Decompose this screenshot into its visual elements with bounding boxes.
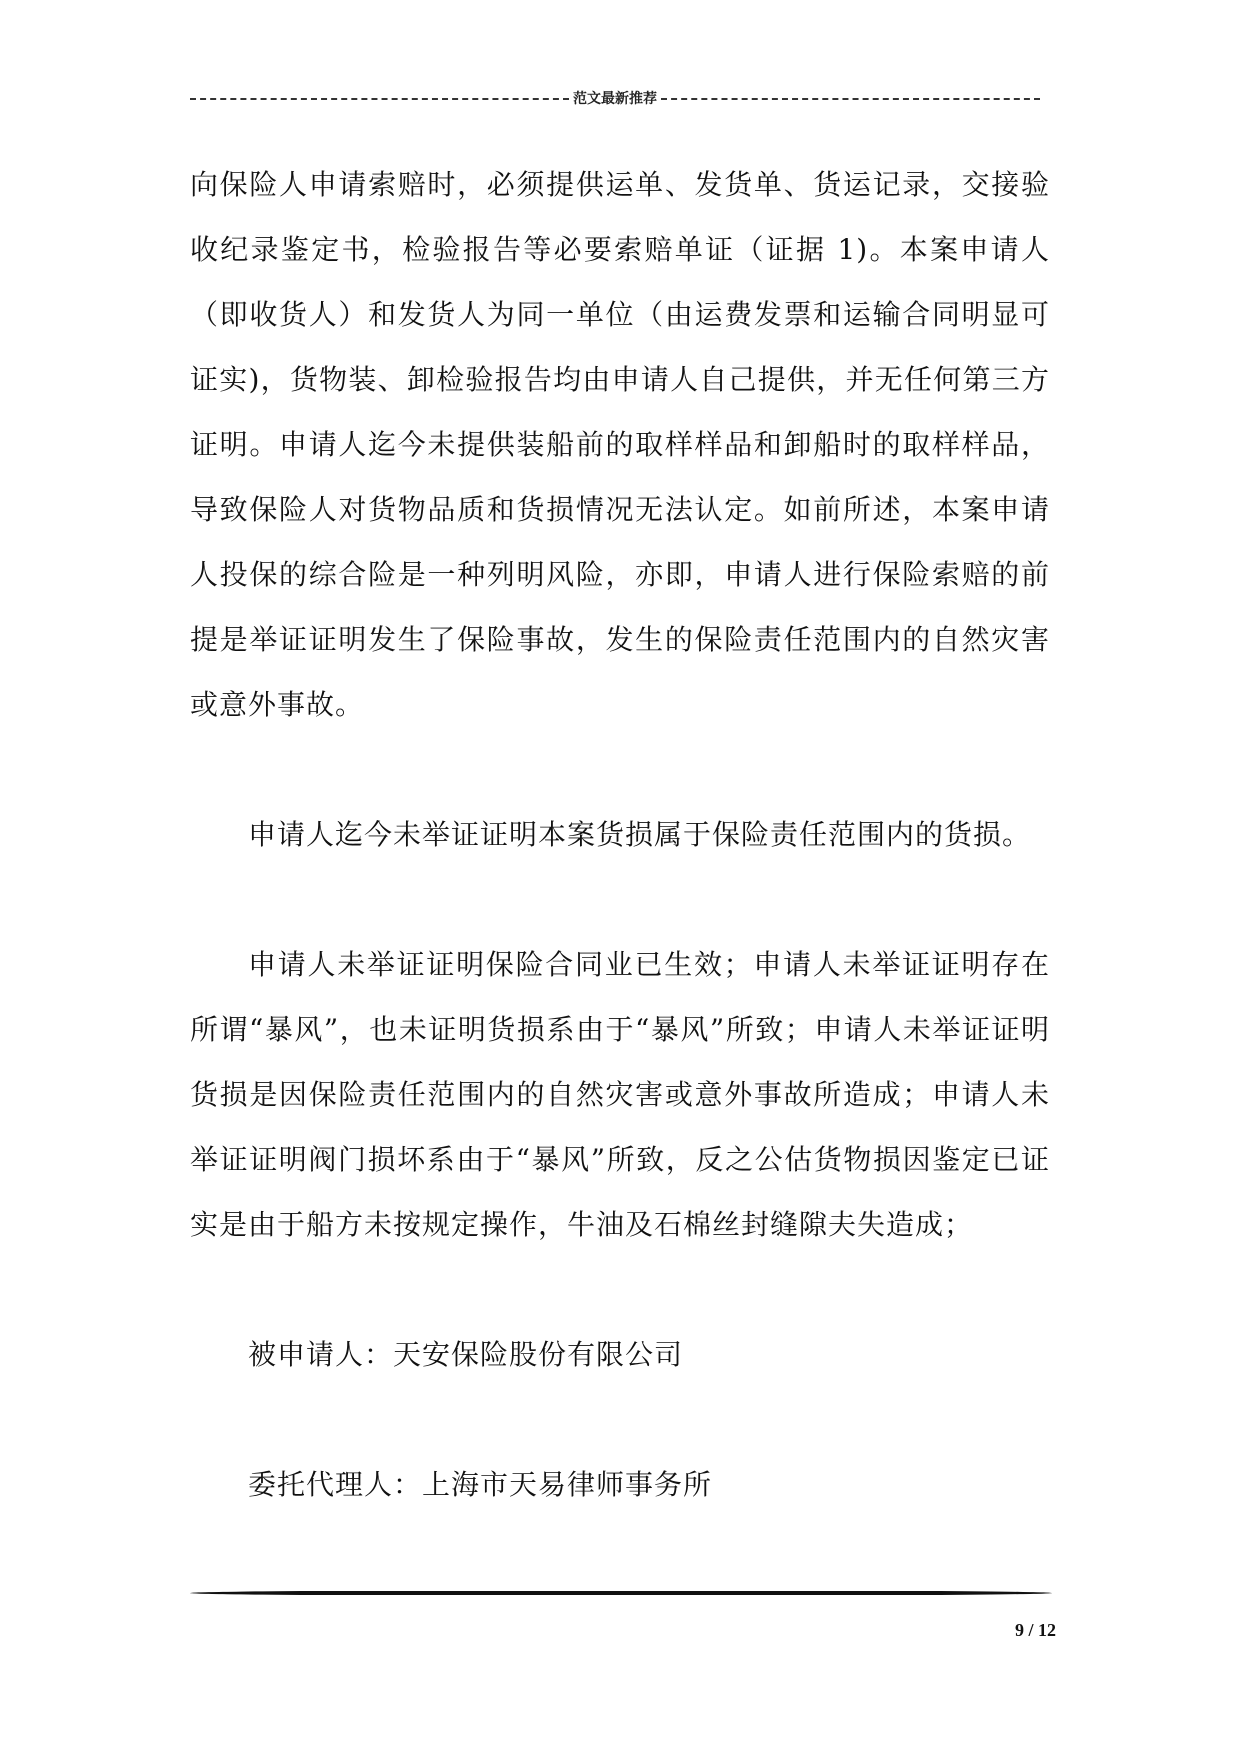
document-body (190, 152, 1050, 1517)
header-title: 范文最新推荐 (573, 91, 657, 107)
paragraph-no-proof-details: 申请人未举证证明保险合同业已生效；申请人未举证证明存在所谓“暴风”，也未证明货损系由于“暴风”所致；申请人未举证证明货损是因保险责任范围内的自然灾害或意外事故所造成；申请人未举证证明阀门损坏系由于“暴风”所致，反之公估货物损因鉴定已证实是由于船方未按规定操作，牛油及石棉丝封缝隙夫失造成； (190, 948, 1050, 1241)
header-dash-left (190, 98, 569, 100)
paragraph-claim-requirements: 向保险人申请索赔时，必须提供运单、发货单、货运记录，交接验收纪录鉴定书，检验报告等必要索赔单证（证据 1)。本案申请人（即收货人）和发货人为同一单位（由运费发票和运输合同明显可证实)，货物装、卸检验报告均由申请人自己提供，并无任何第三方证明。申请人迄今未提供装船前的取样样品和卸船时的取样样品，导致保险人对货物品质和货损情况无法认定。如前所述，本案申请人投保的综合险是一种列明风险，亦即，申请人进行保险索赔的前提是举证证明发生了保险事故，发生的保险责任范围内的自然灾害或意外事故。 (190, 168, 1050, 721)
paragraph-no-proof-scope: 申请人迄今未举证证明本案货损属于保险责任范围内的货损。 (248, 818, 1032, 851)
respondent-line: 被申请人：天安保险股份有限公司 (248, 1338, 684, 1371)
header-dash-right (661, 98, 1040, 100)
page-number: 9 / 12 (1014, 1620, 1056, 1640)
agent-line: 委托代理人：上海市天易律师事务所 (248, 1468, 713, 1501)
footer-rule (190, 1590, 1052, 1596)
page-header (190, 88, 1040, 108)
